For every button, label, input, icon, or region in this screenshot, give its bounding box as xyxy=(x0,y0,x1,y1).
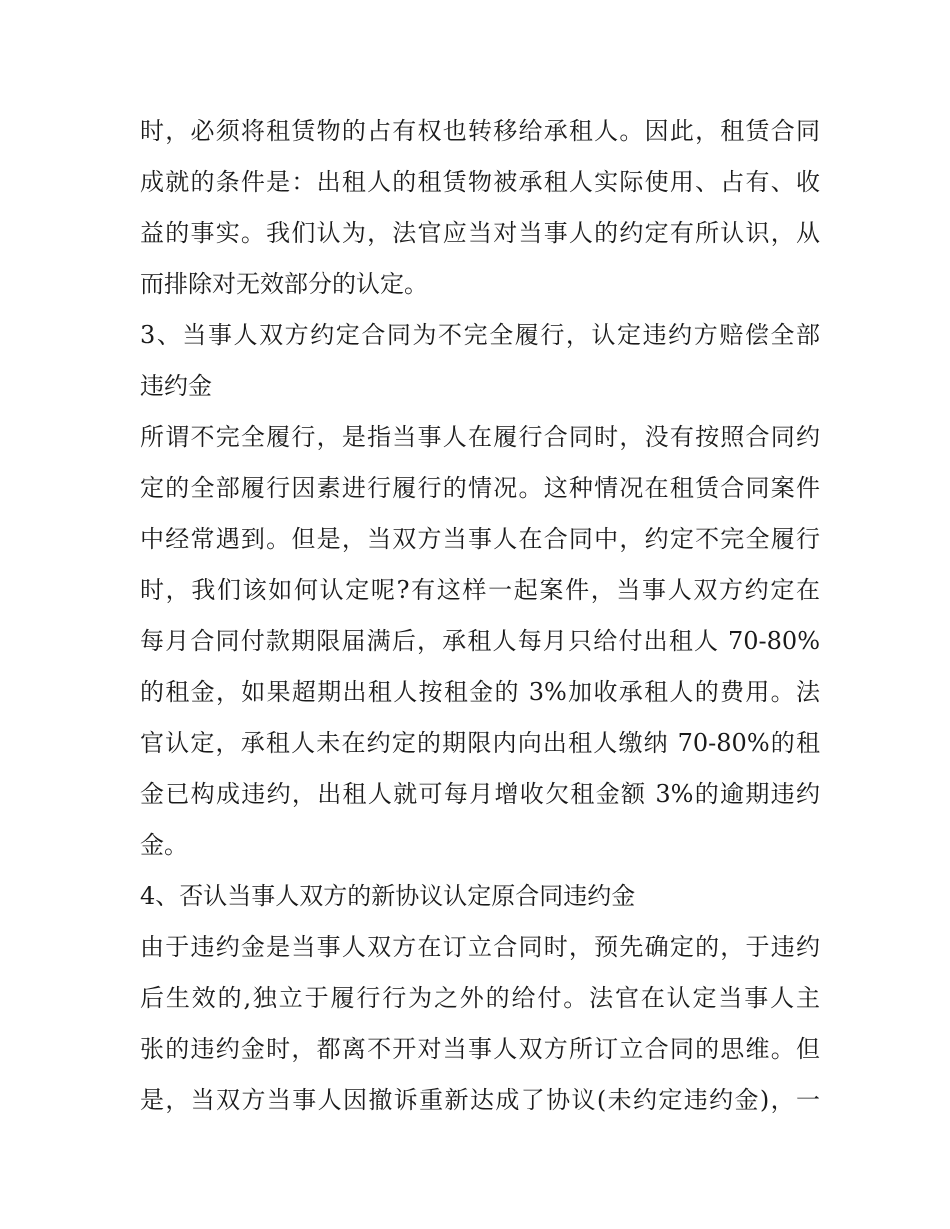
body-text-line: 张的违约金时，都离不开对当事人双方所订立合同的思维。但 xyxy=(140,1035,820,1063)
body-text-line: 金。 xyxy=(140,831,188,859)
document-body xyxy=(140,106,820,1126)
body-text-line: 定的全部履行因素进行履行的情况。这种情况在租赁合同案件 xyxy=(140,474,820,502)
body-text-line: 时，我们该如何认定呢?有这样一起案件，当事人双方约定在 xyxy=(140,576,820,604)
body-text-line: 成就的条件是：出租人的租赁物被承租人实际使用、占有、收 xyxy=(140,168,820,196)
section-heading-3: 3、当事人双方约定合同为不完全履行，认定违约方赔偿全部 xyxy=(140,321,820,349)
body-text-line: 所谓不完全履行，是指当事人在履行合同时，没有按照合同约 xyxy=(140,423,820,451)
body-text-line: 而排除对无效部分的认定。 xyxy=(140,270,428,298)
body-text-line: 时，必须将租赁物的占有权也转移给承租人。因此，租赁合同 xyxy=(140,117,820,145)
body-text-line: 是，当双方当事人因撤诉重新达成了协议(未约定违约金)，一 xyxy=(140,1086,820,1114)
body-text-line: 的租金，如果超期出租人按租金的 3%加收承租人的费用。法 xyxy=(140,678,820,706)
body-text-line: 金已构成违约，出租人就可每月增收欠租金额 3%的逾期违约 xyxy=(140,780,820,808)
section-heading-4: 4、否认当事人双方的新协议认定原合同违约金 xyxy=(140,882,636,910)
body-text-line: 中经常遇到。但是，当双方当事人在合同中，约定不完全履行 xyxy=(140,525,820,553)
body-text-line: 益的事实。我们认为，法官应当对当事人的约定有所认识，从 xyxy=(140,219,820,247)
body-text-line: 官认定，承租人未在约定的期限内向出租人缴纳 70-80%的租 xyxy=(140,729,820,757)
body-text-line: 每月合同付款期限届满后，承租人每月只给付出租人 70-80% xyxy=(140,627,820,655)
section-heading-3-cont: 违约金 xyxy=(140,372,212,400)
body-text-line: 由于违约金是当事人双方在订立合同时，预先确定的，于违约 xyxy=(140,933,820,961)
body-text-line: 后生效的,独立于履行行为之外的给付。法官在认定当事人主 xyxy=(140,984,820,1012)
